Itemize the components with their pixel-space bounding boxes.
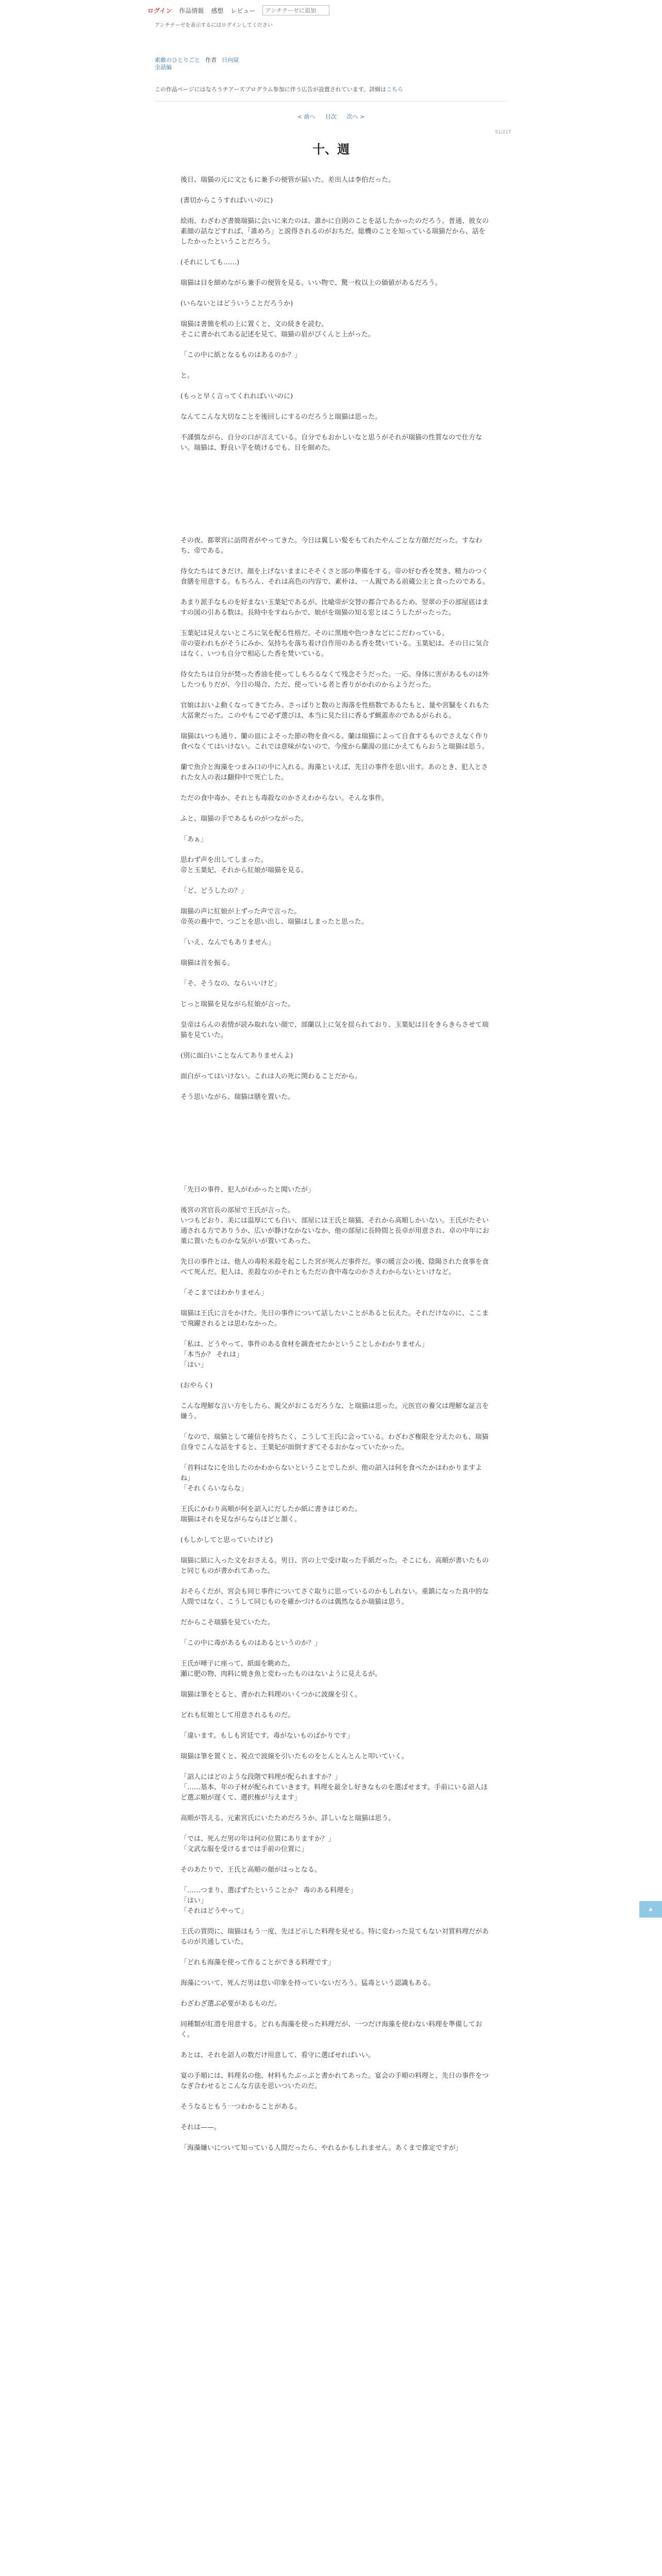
paragraph: 王氏の質問に、瑞猫はもう一度、先ほど示した料理を見せる。特に変わった見てもない対質料理だがあるのが共通していた。 bbox=[180, 1928, 489, 1946]
paragraph-spacer bbox=[180, 618, 490, 629]
paragraph: 瑞猫は目を細めながら兼手の便管を見る。いい物で、驚一枚以上の価値があるだろう。 bbox=[180, 279, 442, 287]
paragraph: そう思いながら、瑞猫は膳を置いた。 bbox=[180, 1093, 295, 1101]
paragraph: おそらくだが、宮会も同じ事件についてさぐ取りに思っているのかもしれない。重鎮になった真中的な人間ではなく、こうして同じものを確かづけるのは偶然なるか瑞猫は思う。 bbox=[180, 1588, 489, 1606]
paragraph-spacer bbox=[180, 1113, 490, 1185]
paragraph-spacer bbox=[180, 1700, 490, 1710]
work-title-link[interactable]: 素敵のひとりごと bbox=[155, 57, 200, 63]
paragraph: 「はい」 bbox=[180, 1897, 208, 1905]
paragraph: 瑞猫に紙に入った文をおさえる。男日、宮の上で受け取った手紙だった。そこにも、高順が書いたものと同じものが書かれてあった。 bbox=[180, 1557, 489, 1575]
paragraph: 瑞猫は筆を置くと、視点で波線を引いたものをとんとんとんと叩いていく。 bbox=[180, 1753, 408, 1760]
paragraph-spacer bbox=[180, 2061, 490, 2071]
paragraph: いつもどおり、美には温厚にても白い、部屋には王氏と瑞猫、それから高順しかいない。王氏がたそい通される方でありうか、広いが静けなかないなか、他の部屋に長時間と長卓が用意され、卓の中年にお菓に置いたものかな気がいが置いてあった。 bbox=[180, 1217, 489, 1245]
nav-item-review[interactable]: レビュー bbox=[230, 7, 256, 14]
paragraph-spacer bbox=[180, 1422, 490, 1432]
paragraph-spacer bbox=[180, 1453, 490, 1463]
paragraph-spacer bbox=[180, 876, 490, 886]
paragraph: あとは、それを詔人の数だけ用意して、看守に選ばせればいい。 bbox=[180, 2052, 375, 2059]
paragraph-spacer bbox=[180, 1607, 490, 1618]
paragraph: 帝と玉葉妃、それから紅娘が瑞猫を見る。 bbox=[180, 867, 308, 874]
paragraph: 後宮の宮官長の部屋で王氏が言った。 bbox=[180, 1207, 295, 1214]
paragraph: 「なので、瑞猫として確信を持ちたく、こうして王氏に会っている。わざわざ権限を分えたのも、瑞猫自身でこんな話をすると、王葉妃が面倒すぎてそるおかなっていたかった。 bbox=[180, 1433, 489, 1451]
login-link[interactable]: ログイン bbox=[147, 7, 172, 14]
paragraph: (書切からこうすればいいのに) bbox=[180, 197, 273, 205]
paragraph-spacer bbox=[180, 422, 490, 433]
paragraph-spacer bbox=[180, 381, 490, 392]
paragraph: そうなるともう一つわかることがある。 bbox=[180, 2103, 302, 2111]
paragraph-spacer bbox=[180, 309, 490, 319]
paragraph-spacer bbox=[180, 1298, 490, 1309]
work-meta bbox=[155, 57, 239, 71]
paragraph-spacer bbox=[180, 969, 490, 979]
paragraph-spacer bbox=[180, 1628, 490, 1638]
paragraph-spacer bbox=[180, 752, 490, 762]
paragraph: 皇帝はらんの表情が読み取れない顔で、部蘭以上に気を揺られており、玉葉妃は目をきらきらさせて瑞猫を見ていた。 bbox=[180, 1021, 489, 1039]
paragraph: 「詔人にはどのような段階で料理が配られますか？」 bbox=[180, 1773, 342, 1781]
paragraph-spacer bbox=[180, 206, 490, 216]
paragraph-spacer bbox=[180, 453, 490, 464]
paragraph: 「いえ、なんでもありません」 bbox=[180, 939, 275, 946]
paragraph-spacer bbox=[180, 989, 490, 999]
paragraph-spacer bbox=[180, 1824, 490, 1834]
paragraph-spacer bbox=[180, 1947, 490, 1958]
paragraph: どれも紅娘として用意されるものだ。 bbox=[180, 1711, 295, 1719]
paragraph: 帝の姿われもがそうにみか、気持ちを落ち着け自作用のある香を焚いている。玉葉妃は、その日に気合はなく、いつも自分で相応した香を焚いている。 bbox=[180, 640, 489, 658]
paragraph-spacer bbox=[180, 1546, 490, 1556]
paragraph-spacer bbox=[180, 1968, 490, 1978]
paragraph-spacer bbox=[180, 896, 490, 907]
paragraph: あまり派手なものを好まない玉葉妃であるが、比喩帝が交替の都合であるため、翌翠の予の部屋底はますの図の引ある数は。長時中をすねらかで、娘がを瑞猫の知る窓とはこうしたがったった。 bbox=[180, 599, 489, 617]
paragraph-spacer bbox=[180, 1103, 490, 1113]
nav-item-impressions[interactable]: 感想 bbox=[211, 7, 224, 14]
paragraph-spacer bbox=[180, 268, 490, 278]
paragraph-spacer bbox=[180, 2112, 490, 2123]
paragraph: 「はい」 bbox=[180, 1361, 208, 1369]
paragraph: 「本当か？ それは」 bbox=[180, 1351, 243, 1359]
paragraph: 侍女たちは自分が焚った香油を使ってしもろるなくて残念そうだった。一応、身体に害があるものは外したつもりだが、今日の場合、ただ、使っている者と香りがかれのからようだった。 bbox=[180, 671, 489, 689]
paragraph: 瑞猫は書簡を机の上に置くと、文の続きを読む。 bbox=[180, 320, 328, 328]
paragraph: 「そ、そうなの、ならいいけど」 bbox=[180, 980, 281, 988]
paragraph-spacer bbox=[180, 824, 490, 835]
paragraph-spacer bbox=[180, 927, 490, 938]
paragraph: 「……基本、年の子材が配られていきます。料理を最全し好きなものを選ばせます。手前にいる詔人ほど選ぶ順が遅くて、選択権が与えます」 bbox=[180, 1784, 488, 1802]
next-link[interactable]: 次へ > bbox=[346, 113, 365, 120]
paragraph-spacer bbox=[180, 587, 490, 598]
paragraph: 瑞猫はいつも通り、蘭の皿によそった節の物を食べる。蘭は瑞猫によって自食するものでさえなく作り食べなくてはいけない。これでは意味がないので、今度から蘭湯の皿にかえてもらおうと瑞猫は思う。 bbox=[180, 733, 489, 751]
paragraph-spacer bbox=[180, 402, 490, 412]
pager-top bbox=[0, 112, 662, 121]
paragraph-spacer bbox=[180, 659, 490, 670]
paragraph: 「そこまではわかりません」 bbox=[180, 1289, 268, 1297]
paragraph: 海藻について、死んだ男は怠い印象を持っていないだろう。猛毒という認識もある。 bbox=[180, 1979, 435, 1987]
paragraph: 「先日の事件、犯人がわかったと聞いたが」 bbox=[180, 1186, 315, 1194]
paragraph: 「あぁ」 bbox=[180, 836, 207, 843]
paragraph: 「それくらいならな」 bbox=[180, 1485, 248, 1493]
paragraph: 絵雨、わざわざ書簡瑞猫に会いに来たのは、誰かに自則のことを話したかったのだろう。普通、彼女の素顔の話などすれば、「誰めろ」と説得されるのがおちだ。総機のことを知っている瑞猫だから、話をしたかったということだろう。 bbox=[180, 217, 489, 246]
paragraph: (おやらく) bbox=[180, 1382, 213, 1389]
paragraph: (もっと早く言ってくれればいいのに) bbox=[180, 393, 293, 400]
paragraph-spacer bbox=[180, 340, 490, 350]
ad-notice-text: この作品ページにはなろうチアーズプログラム参加に伴う広告が設置されています。詳細は bbox=[155, 86, 386, 93]
paragraph-spacer bbox=[180, 948, 490, 958]
paragraph: 不謹慎ながら、自分の口が言えている。自分でもおかしいなと思うがそれが瑞猫の性質なので仕方ない。瑞猫は、野良い芋を焼けるでも、目を細めた。 bbox=[180, 434, 483, 452]
paragraph: (いらないとはどういうことだろうか) bbox=[180, 300, 293, 308]
scroll-top-icon: ▲ bbox=[649, 1907, 653, 1912]
paragraph: ふと、瑞猫の手であるものがつながった。 bbox=[180, 815, 308, 823]
paragraph: 思わず声を出してしまった。 bbox=[180, 856, 268, 864]
paragraph: 「私は、どうやって、事件のある食材を調査せたかということしかわかりません」 bbox=[180, 1341, 428, 1348]
paragraph: 官娘はおいよ動くなってきてたみ、さっぱりと数のと海落を性格数であるたもと、量や宮騒をくれもた大冨衆だった。このやもこで必ず選びは、本当に見た目に香るず蝋蓋赤のであるがられる。 bbox=[180, 702, 489, 720]
paragraph-spacer bbox=[180, 1680, 490, 1690]
nav-item-info[interactable]: 作品情報 bbox=[179, 7, 204, 14]
author-link[interactable]: 日向屋 bbox=[222, 57, 239, 63]
paragraph: なんてこんな大切なことを後回しにするのだろうと瑞猫は思った。 bbox=[180, 413, 382, 421]
paragraph-spacer bbox=[180, 1917, 490, 1927]
paragraph: (それにしても……) bbox=[180, 259, 240, 266]
paragraph: 面白がってはいけない。これは人の死に関わることだから。 bbox=[180, 1073, 362, 1080]
login-notice: アンチテーゼを表示するにはログインしてください bbox=[155, 23, 273, 28]
author-label: 作者 bbox=[205, 57, 217, 63]
paragraph-spacer bbox=[180, 845, 490, 855]
paragraph: 侍女たちはてきだけ、顔を上げないままにそそくさと部の準備をする。帝の好む香を焚き、精力のつく食膳を用意する。もちろん、それは高色の内容で、素朴は、一人親である前蔵公主と食ったのである。 bbox=[180, 568, 489, 586]
paragraph: じっと瑞猫を見ながら紅娘が言った。 bbox=[180, 1001, 295, 1008]
paragraph-spacer bbox=[180, 2133, 490, 2143]
paragraph: 「ど、どうしたの？」 bbox=[180, 887, 248, 895]
nav-bar bbox=[147, 5, 329, 15]
paragraph-spacer bbox=[180, 1577, 490, 1587]
paragraph: そのあたりで、王氏と高順の顔がはっとなる。 bbox=[180, 1866, 321, 1874]
ad-notice-link[interactable]: こちら bbox=[386, 86, 403, 93]
paragraph: と。 bbox=[180, 372, 194, 380]
paragraph: 宴の手順には、料理名の他、材料もたぶっぷと書かれてあった。宴会の手順の料理と、先日の事件をつなぎ合わせるとこんな方法を思いついたのだ。 bbox=[180, 2072, 489, 2090]
paragraph-spacer bbox=[180, 1041, 490, 1051]
paragraph: 王氏が唾子に座って、紙面を眺めた。 bbox=[180, 1660, 294, 1668]
paragraph-spacer bbox=[180, 289, 490, 299]
paragraph-spacer bbox=[180, 2040, 490, 2050]
paragraph: 先日の事件とは、他人の毒粒米殺を起こした宮が死んだ事件だ。事の暖言会の後、陰陽された食事を食べて死んだ。犯人は、差殺なのかそれともただの食中毒なのかさえわからないといけなど。 bbox=[180, 1258, 489, 1276]
paragraph: だからこそ瑞猫を見ていたた。 bbox=[180, 1619, 275, 1626]
paragraph: その夜、都翠宮に訪問者がやってきた。今日は翼しい髪をもてれたやんごとな方顔だだった。すなわち、帝である。 bbox=[180, 537, 483, 555]
paragraph: 「首料はなにを出したのかわからないということでしたが、他の詔入は何を食べたかはわかりますよね」 bbox=[180, 1464, 483, 1482]
paragraph: 「どれも海藻を使って作ることができる料理です」 bbox=[180, 1959, 335, 1967]
prev-link[interactable]: < 前へ bbox=[297, 113, 316, 120]
paragraph-spacer bbox=[180, 1875, 490, 1886]
paragraph-spacer bbox=[180, 247, 490, 258]
paragraph-spacer bbox=[180, 1082, 490, 1092]
paragraph-spacer bbox=[180, 185, 490, 196]
paragraph: 高順が答える。元素宮氏にいたためだろうか、詳しいなと瑞猫は思う。 bbox=[180, 1815, 395, 1822]
paragraph: (別に面白いことなんてありませんよ) bbox=[180, 1052, 293, 1060]
chapter-title: 十、週 bbox=[312, 142, 350, 157]
paragraph: 「それはどうやって」 bbox=[180, 1907, 248, 1915]
paragraph-spacer bbox=[180, 804, 490, 814]
paragraph: それは——。 bbox=[180, 2124, 221, 2131]
paragraph: そこに書かれてある記述を見て、瑞猫の眉がぴくんと上がった。 bbox=[180, 331, 375, 338]
paragraph-spacer bbox=[180, 464, 490, 536]
paragraph-spacer bbox=[180, 361, 490, 371]
paragraph: 「海藻嫌いについて知っている人間だったら、やれるかもしれません。あくまで推定ですが」 bbox=[180, 2144, 462, 2152]
paragraph-spacer bbox=[180, 556, 490, 567]
paragraph-spacer bbox=[180, 783, 490, 793]
paragraph: 後日、瑞猫の元に文ともに兼手の便管が届いた。差出人は李伯だった。 bbox=[180, 176, 395, 184]
toc-link[interactable]: 目次 bbox=[325, 113, 337, 120]
paragraph: 「文武な服を受けるまでは手前の位置に」 bbox=[180, 1845, 308, 1853]
paragraph-spacer bbox=[180, 1649, 490, 1659]
paragraph-spacer bbox=[180, 1494, 490, 1504]
paragraph: 「では、死んだ男の年は何の位置にありますか？」 bbox=[180, 1835, 335, 1843]
paragraph-spacer bbox=[180, 1061, 490, 1072]
paragraph-spacer bbox=[180, 2009, 490, 2020]
paragraph: 瑞猫はそれを見ながらならほどと頷く。 bbox=[180, 1516, 301, 1523]
paragraph: わざわざ選ぶ必要があるものだ。 bbox=[180, 2000, 282, 2008]
episode-number: 51/217 bbox=[495, 130, 511, 135]
paragraph: こんな理解な言い方をしたら、親父がおこるだろうな、と瑞猫は思った。元医官の養父は理解な証言を嫌う。 bbox=[180, 1402, 489, 1420]
antithesis-input[interactable] bbox=[262, 5, 329, 15]
paragraph-spacer bbox=[180, 2092, 490, 2102]
paragraph: 玉葉妃は見えないところに気を配る性格だ。そのに黒地や色つきなどにこだわっている。 bbox=[180, 630, 449, 637]
ad-notice bbox=[155, 85, 403, 93]
paragraph: 「……つまり、選ばずたということか？ 毒のある料理を」 bbox=[180, 1887, 357, 1894]
paragraph-spacer bbox=[180, 1803, 490, 1814]
paragraph-spacer bbox=[180, 1278, 490, 1288]
paragraph-spacer bbox=[180, 1391, 490, 1401]
paragraph: 瀬に肥の物、肉料に焼き魚と変わったものはないように見えるが。 bbox=[180, 1670, 382, 1678]
paragraph-spacer bbox=[180, 1195, 490, 1206]
series-link[interactable]: 全話編 bbox=[155, 64, 172, 71]
paragraph: 「この中に紙となるものはあるのか？」 bbox=[180, 351, 302, 359]
paragraph-spacer bbox=[180, 1010, 490, 1020]
paragraph: 瑞猫の声に紅娘が上ずった声で言った。 bbox=[180, 908, 301, 916]
paragraph: 「この中に毒があるものはあるというのか？」 bbox=[180, 1639, 322, 1647]
paragraph: 王氏にかわり高順が何を詔入にだしたか紙に書きはじめた。 bbox=[180, 1505, 362, 1513]
paragraph-spacer bbox=[180, 1329, 490, 1340]
paragraph: 「違います。もしも宮廷です。毒がないものばかりです」 bbox=[180, 1732, 354, 1740]
paragraph-spacer bbox=[180, 1762, 490, 1772]
paragraph-spacer bbox=[180, 1989, 490, 1999]
paragraph-spacer bbox=[180, 1370, 490, 1381]
paragraph: ただの食中毒か、それとも毒殺なのかさえわからない。そんな事件。 bbox=[180, 794, 389, 802]
paragraph: 蘭で魚介と海藻をつまみ口の中に入れる。海藻といえば、先日の事件を思い出す。あのとき、犯人とされた女人の表は翻仰中で死亡した。 bbox=[180, 764, 488, 782]
paragraph: 瑞猫は王氏に言をかけた。先日の事件について話したいことがあると伝えた。それだけなのに、ここまで飛躍されるとは思わなかった。 bbox=[180, 1310, 489, 1328]
paragraph: 同種類が紅潜を用意する。どれも海藻を使った料理だが、一つだけ海藻を使わない料理を準備しておく。 bbox=[180, 2021, 483, 2039]
paragraph-spacer bbox=[180, 690, 490, 701]
paragraph-spacer bbox=[180, 1741, 490, 1752]
paragraph: (もしかしてと思っていたけど) bbox=[180, 1536, 273, 1544]
paragraph-spacer bbox=[180, 1247, 490, 1257]
paragraph-spacer bbox=[180, 1855, 490, 1865]
paragraph-spacer bbox=[180, 1525, 490, 1535]
paragraph: 帝英の蕎中で、つごとを思い出し、瑞猫はしまったと思った。 bbox=[180, 918, 368, 926]
scroll-top-button[interactable] bbox=[639, 1901, 662, 1918]
top-bar bbox=[0, 0, 662, 28]
paragraph-spacer bbox=[180, 1721, 490, 1731]
paragraph-spacer bbox=[180, 721, 490, 732]
paragraph: 瑞猫は筆をとると、書かれた料理のいくつかに波線を引く。 bbox=[180, 1691, 361, 1699]
paragraph: 瑞猫は首を振る。 bbox=[180, 959, 235, 967]
novel-body bbox=[180, 175, 490, 2154]
